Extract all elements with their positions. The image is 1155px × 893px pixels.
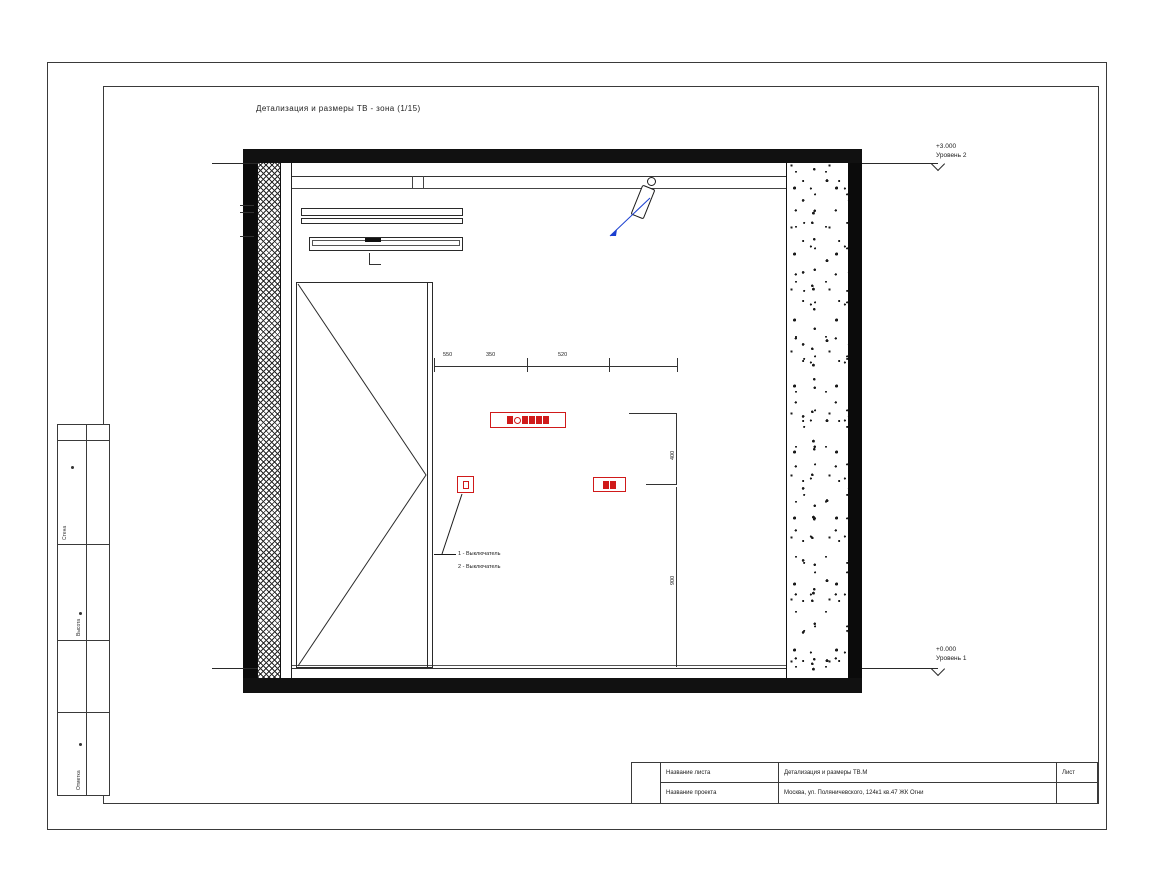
dimension-tick: [527, 358, 528, 372]
dimension-value: 900: [670, 575, 676, 585]
switch-cell: [463, 481, 469, 489]
side-tick-dot: [79, 743, 82, 746]
side-stamp-divider: [57, 544, 110, 545]
header-box-inner: [312, 240, 460, 246]
drawing-frame-right-edge: [1098, 86, 1099, 804]
right-wall-outer-layer: [848, 163, 862, 678]
dimension-tick: [434, 358, 435, 372]
side-stamp-divider: [57, 640, 110, 641]
note-leader-shelf: [434, 554, 456, 555]
title-block-left-column: [631, 762, 660, 804]
level-extension-upper: [212, 163, 258, 164]
dimension-line-vertical: [676, 413, 677, 485]
side-stamp-divider: [57, 712, 110, 713]
wall-mark: [240, 212, 254, 213]
title-block: [660, 762, 1098, 804]
title-block-sheet-name-value: Детализация и размеры ТВ.М: [779, 763, 1057, 783]
dimension-value: 400: [670, 450, 676, 460]
socket-cell: [603, 481, 609, 489]
dimension-value: 550: [443, 352, 453, 358]
level-elevation: +0.000: [936, 646, 957, 653]
left-wall-inner-face: [291, 163, 292, 678]
level-label: Уровень 1: [936, 654, 967, 662]
left-wall-outer-layer: [243, 163, 257, 678]
ceiling-tick: [423, 176, 424, 188]
header-fixing: [365, 238, 381, 242]
note-line-1: 1 - Выключатель: [458, 551, 501, 557]
level-marker-1: [936, 646, 966, 664]
dimension-line-vertical: [676, 487, 677, 667]
dimension-value: 520: [558, 352, 568, 358]
socket-cell: [543, 416, 549, 424]
wall-mark: [240, 236, 254, 237]
switch-single[interactable]: [457, 476, 474, 493]
side-stamp-vertical-divider: [86, 424, 87, 796]
side-label-2: Высота: [76, 618, 82, 636]
floor-slab: [243, 678, 862, 693]
ceiling-mount-pivot: [647, 177, 656, 186]
level-marker-2: [936, 143, 966, 161]
level-label: Уровень 2: [936, 151, 967, 159]
socket-cell-round: [514, 417, 521, 424]
socket-cell: [529, 416, 535, 424]
title-block-sheet-name-label: Название листа: [661, 763, 779, 783]
side-stamp-divider: [57, 440, 110, 441]
dimension-tick: [609, 358, 610, 372]
level-line-2: [862, 163, 938, 164]
wall-mark: [240, 205, 254, 206]
left-wall-insulation-hatch: [257, 163, 281, 678]
dimension-extension-line: [646, 484, 677, 485]
ceiling-line-secondary: [292, 188, 786, 189]
socket-cell: [610, 481, 616, 489]
ceiling-tick: [412, 176, 413, 188]
dimension-line-horizontal: [434, 366, 677, 367]
socket-cell: [522, 416, 528, 424]
level-extension-lower: [212, 668, 258, 669]
header-rail-upper: [301, 208, 463, 216]
side-tick-dot: [79, 612, 82, 615]
dimension-extension-line: [629, 413, 677, 414]
socket-cell: [507, 416, 513, 424]
note-line-2: 2 - Выключатель: [458, 564, 501, 570]
side-tick-dot: [71, 466, 74, 469]
header-leader-tail: [369, 264, 381, 265]
ceiling-slab: [243, 149, 862, 163]
header-rail-lower: [301, 218, 463, 224]
socket-cell: [536, 416, 542, 424]
device-direction-arrow: [600, 196, 656, 246]
level-elevation: +3.000: [936, 143, 957, 150]
socket-block-5[interactable]: [490, 412, 566, 428]
level-line-1: [862, 668, 938, 669]
dimension-tick: [677, 358, 678, 372]
side-label-1: Стена: [62, 525, 68, 540]
title-block-project-label: Название проекта: [661, 783, 779, 803]
side-stamp-divider: [57, 424, 110, 425]
title-block-project-value: Москва, ул. Поляничевского, 124к1 кв.47 ЖК Огни: [779, 783, 1057, 803]
drawing-title: Детализация и размеры ТВ - зона (1/15): [256, 104, 421, 113]
title-block-sheet-value: [1057, 783, 1097, 803]
ceiling-line: [292, 176, 786, 177]
side-label-3: Отметка: [76, 770, 82, 790]
title-block-sheet-label: Лист: [1057, 763, 1097, 783]
side-stamp-column: [57, 424, 110, 796]
dimension-value: 350: [486, 352, 496, 358]
door-swing-symbol: [296, 282, 436, 670]
socket-block-2[interactable]: [593, 477, 626, 492]
